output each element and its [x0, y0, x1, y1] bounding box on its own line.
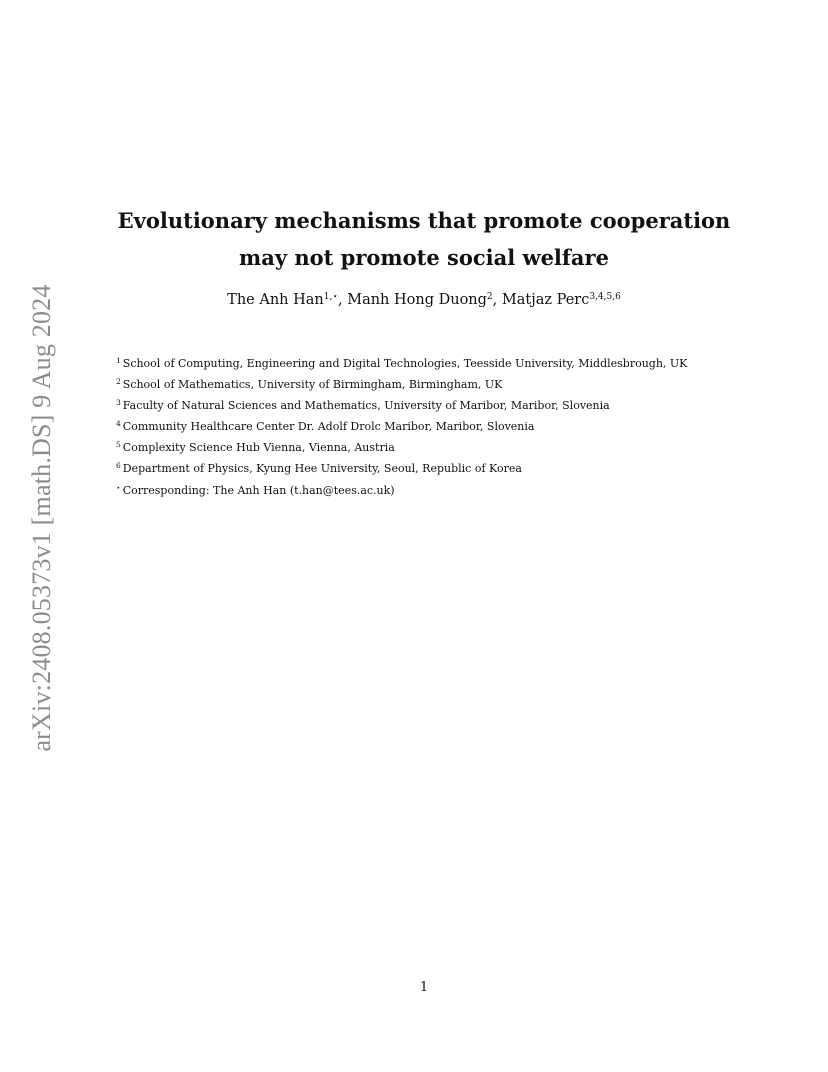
author: [227, 292, 347, 308]
page-number: 1: [419, 980, 429, 995]
affiliation-number: 6: [116, 461, 121, 470]
affiliation-number: 5: [116, 440, 121, 449]
affiliation-number: 3: [116, 398, 121, 407]
affiliation-item: [116, 415, 687, 436]
paper-title-line-2: may not promote social welfare: [239, 245, 609, 270]
affiliation-number: 1: [116, 356, 121, 365]
paper-title: [0, 202, 828, 276]
affiliation-item: [116, 373, 687, 394]
corresponding-text: Corresponding: The Anh Han (t.han@tees.ac.uk): [122, 484, 395, 497]
affiliation-number: 4: [116, 419, 121, 428]
paper-title-line-1: Evolutionary mechanisms that promote cooperation: [117, 208, 731, 233]
affiliation-item: [116, 352, 687, 373]
affiliation-text: School of Computing, Engineering and Digital Technologies, Teesside University, Middlesbrough, UK: [122, 357, 688, 370]
affiliation-number: 2: [116, 377, 121, 386]
affiliation-item: [116, 394, 687, 415]
author-affiliation-marks: 1,⋆: [323, 292, 338, 302]
author-name: The Anh Han: [227, 292, 324, 308]
author: [347, 292, 502, 308]
affiliation-text: Faculty of Natural Sciences and Mathematics, University of Maribor, Maribor, Slovenia: [122, 399, 610, 412]
author-affiliation-marks: 3,4,5,6: [589, 292, 621, 302]
affiliation-text: Community Healthcare Center Dr. Adolf Drolc Maribor, Maribor, Slovenia: [122, 420, 535, 433]
author-separator: ,: [492, 292, 502, 308]
affiliation-text: School of Mathematics, University of Birmingham, Birmingham, UK: [122, 378, 503, 391]
author-affiliation-marks: 2: [486, 292, 493, 302]
affiliation-item: [116, 457, 687, 478]
corresponding-author-note: [116, 483, 395, 497]
author-name: Matjaz Perc: [501, 292, 590, 308]
arxiv-identifier-stamp: arXiv:2408.05373v1 [math.DS] 9 Aug 2024: [27, 284, 56, 752]
author: [502, 292, 621, 308]
corresponding-mark: ⋆: [116, 483, 121, 492]
affiliation-text: Department of Physics, Kyung Hee University, Seoul, Republic of Korea: [122, 462, 522, 475]
affiliation-text: Complexity Science Hub Vienna, Vienna, Austria: [122, 441, 395, 454]
author-separator: ,: [338, 292, 348, 308]
author-list: [0, 292, 828, 308]
affiliation-list: [116, 352, 687, 478]
author-name: Manh Hong Duong: [347, 292, 487, 308]
affiliation-item: [116, 436, 687, 457]
